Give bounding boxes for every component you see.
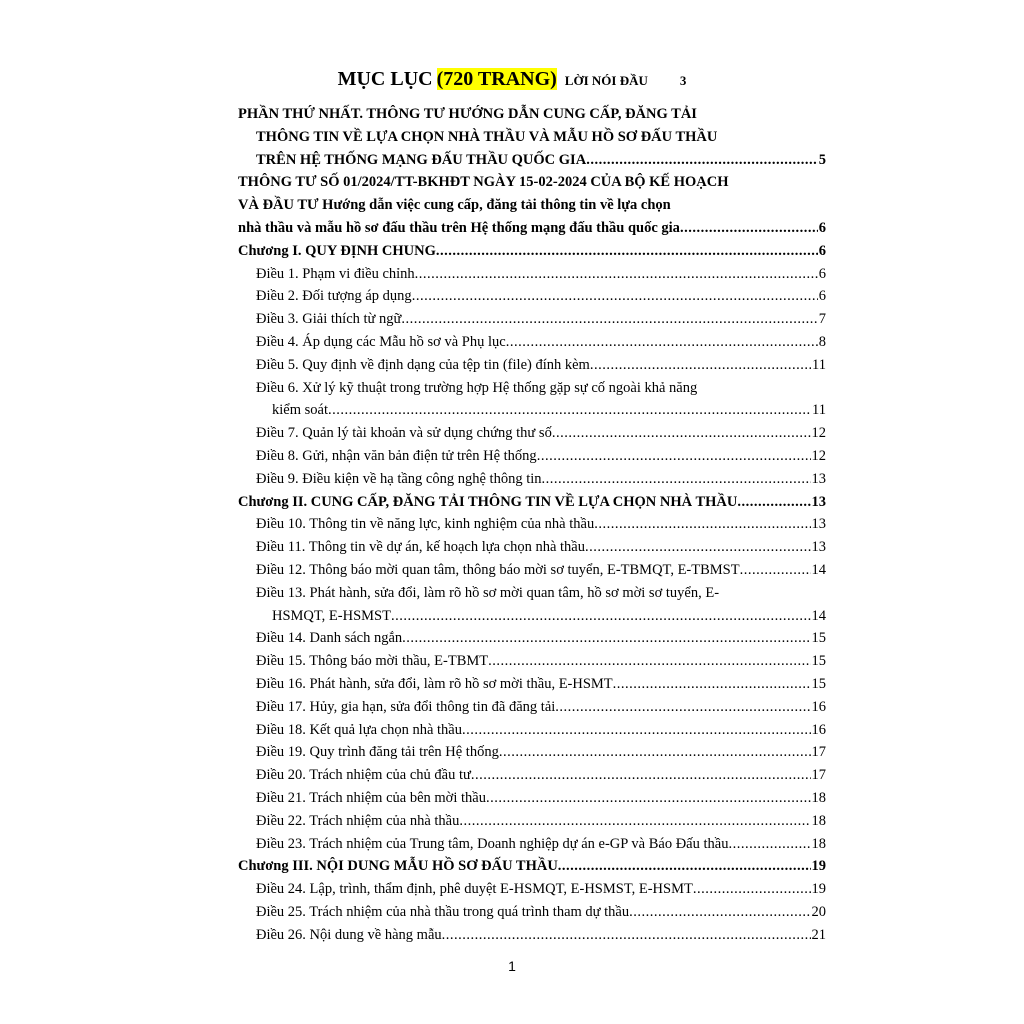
toc-leader-dots	[728, 834, 810, 854]
toc-entry-line	[256, 811, 826, 831]
toc-entry-text: Điều 26. Nội dung về hàng mẫu	[256, 926, 442, 943]
toc-leader-dots	[693, 879, 811, 899]
preface-page: 3	[679, 73, 687, 88]
toc-entry-line	[256, 309, 826, 329]
preface-label: LỜI NÓI ĐẦU	[564, 73, 648, 88]
toc-entry-line	[238, 241, 826, 261]
toc-entry-line	[238, 856, 826, 876]
toc-entry-page: 13	[811, 470, 826, 487]
toc-entry-text: Điều 25. Trách nhiệm của nhà thầu trong quá trình tham dự thầu	[256, 904, 630, 920]
toc-leader-dots	[590, 355, 811, 375]
toc-entry-page: 15	[811, 630, 826, 647]
toc-entry-page: 14	[811, 607, 826, 624]
toc-entry-line	[256, 925, 826, 945]
toc-entry-text: Điều 16. Phát hành, sửa đổi, làm rõ hồ sơ mời thầu, E-HSMT	[256, 676, 613, 692]
toc-leader-dots	[629, 902, 810, 922]
toc-leader-dots	[462, 720, 811, 740]
toc-entry-text: THÔNG TƯ SỐ 01/2024/TT-BKHĐT NGÀY 15-02-2024 CỦA BỘ KẾ HOẠCH	[238, 174, 729, 191]
toc-entry-line	[256, 150, 826, 170]
toc-entry-page: 15	[811, 653, 826, 670]
toc-leader-dots	[542, 469, 811, 489]
toc-leader-dots	[471, 765, 811, 785]
toc-entry-line	[256, 697, 826, 717]
toc-entry-line	[272, 400, 826, 420]
toc-title	[0, 68, 1024, 91]
toc-entry-line-wrap	[256, 127, 788, 147]
toc-leader-dots	[442, 925, 811, 945]
toc-entry-text: kiểm soát	[272, 402, 328, 419]
toc-entry-line	[256, 834, 826, 854]
toc-entry-line	[256, 742, 826, 762]
toc-entry-page: 13	[811, 539, 826, 556]
toc-leader-dots	[459, 811, 810, 831]
toc-entry-line	[256, 469, 826, 489]
toc-entry-text: Điều 19. Quy trình đăng tải trên Hệ thống	[256, 744, 499, 761]
toc-entry-text: Điều 9. Điều kiện về hạ tầng công nghệ thông tin	[256, 470, 542, 487]
toc-entry-line	[238, 218, 826, 238]
toc-title-highlight: (720 TRANG)	[436, 68, 557, 90]
toc-entry-page: 17	[811, 767, 826, 784]
toc-entry-line	[256, 902, 826, 922]
toc-entry-line	[272, 606, 826, 626]
toc-entry-page: 16	[811, 698, 826, 715]
toc-leader-dots	[680, 218, 818, 238]
toc-leader-dots	[558, 856, 811, 876]
toc-entry-text: Điều 2. Đối tượng áp dụng	[256, 288, 412, 305]
toc-entry-page: 13	[811, 516, 826, 533]
toc-entry-line	[256, 765, 826, 785]
toc-entry-text: HSMQT, E-HSMST	[272, 607, 391, 624]
toc-entry-page: 14	[811, 562, 826, 578]
toc-entry-line	[256, 788, 826, 808]
toc-entry-text: Điều 5. Quy định về định dạng của tệp tin (file) đính kèm	[256, 356, 590, 373]
toc-entry-page: 5	[818, 151, 826, 168]
toc-leader-dots	[552, 423, 811, 443]
toc-entry-text: Chương III. NỘI DUNG MẪU HỒ SƠ ĐẤU THẦU	[238, 858, 558, 875]
toc-leader-dots	[586, 150, 818, 170]
toc-entry-text: Điều 13. Phát hành, sửa đổi, làm rõ hồ sơ mời quan tâm, hồ sơ mời sơ tuyển, E-	[256, 584, 720, 601]
toc-entry-text: Điều 24. Lập, trình, thẩm định, phê duyệt E-HSMQT, E-HSMST, E-HSMT	[256, 881, 693, 898]
toc-entry-text: Điều 12. Thông báo mời quan tâm, thông báo mời sơ tuyển, E-TBMQT, E-TBMST	[256, 562, 740, 578]
toc-entry-page: 6	[818, 242, 826, 259]
toc-entry-text: TRÊN HỆ THỐNG MẠNG ĐẤU THẦU QUỐC GIA	[256, 151, 587, 168]
toc-leader-dots	[613, 674, 811, 694]
toc-leader-dots	[401, 309, 817, 329]
toc-entry-text: Điều 3. Giải thích từ ngữ	[256, 311, 402, 328]
toc-title-main: MỤC LỤC	[337, 68, 433, 90]
toc-entry-page: 6	[818, 288, 826, 305]
toc-leader-dots	[555, 697, 810, 717]
toc-entry-page: 12	[811, 448, 826, 464]
toc-leader-dots	[412, 286, 818, 306]
toc-entry-text: Điều 20. Trách nhiệm của chủ đầu tư	[256, 767, 471, 784]
toc-entry-page: 6	[818, 220, 826, 236]
toc-entry-page: 11	[812, 402, 826, 419]
toc-entry-page: 21	[811, 926, 826, 943]
toc-leader-dots	[391, 606, 811, 626]
toc-entry-page: 6	[818, 265, 826, 282]
toc-entry-page: 18	[811, 835, 826, 852]
toc-entry-text: nhà thầu và mẫu hồ sơ đấu thầu trên Hệ thống mạng đấu thầu quốc gia	[238, 220, 680, 236]
toc-leader-dots	[506, 332, 818, 352]
toc-entry-page: 19	[811, 881, 826, 898]
toc-entry-page: 7	[818, 311, 826, 328]
toc-entry-page: 19	[811, 858, 826, 875]
toc-entry-page: 13	[811, 493, 826, 510]
toc-entry-page: 18	[811, 790, 826, 806]
toc-entry-text: Điều 10. Thông tin về năng lực, kinh nghiệm của nhà thầu	[256, 516, 595, 533]
toc-leader-dots	[499, 742, 811, 762]
toc-leader-dots	[488, 651, 810, 671]
toc-entry-line-wrap	[238, 104, 788, 124]
toc-entry-line	[256, 355, 826, 375]
toc-leader-dots	[486, 788, 811, 808]
toc-entry-text: PHẦN THỨ NHẤT. THÔNG TƯ HƯỚNG DẪN CUNG CẤP, ĐĂNG TẢI	[238, 106, 697, 122]
toc-entry-line-wrap	[238, 195, 788, 215]
toc-entry-line	[256, 537, 826, 557]
page-number: 1	[508, 958, 516, 974]
toc-entry-text: Điều 18. Kết quả lựa chọn nhà thầu	[256, 721, 462, 738]
toc-entry-line	[238, 492, 826, 512]
toc-leader-dots	[537, 446, 811, 466]
toc-entry-line-wrap	[256, 583, 826, 603]
toc-leader-dots	[436, 241, 818, 261]
toc-entry-line-wrap	[238, 172, 788, 192]
toc-entry-text: Điều 4. Áp dụng các Mẫu hồ sơ và Phụ lục	[256, 334, 506, 350]
toc-entry-line	[256, 628, 826, 648]
toc-entry-page: 16	[811, 721, 826, 738]
toc-leader-dots	[585, 537, 811, 557]
toc-entry-page: 20	[811, 904, 826, 920]
toc-leader-dots	[737, 492, 810, 512]
toc-entry-line	[256, 879, 826, 899]
toc-entry-page: 11	[812, 356, 826, 373]
toc-entry-line	[256, 423, 826, 443]
toc-entry-text: Điều 8. Gửi, nhận văn bản điện tử trên Hệ thống	[256, 448, 537, 464]
toc-entry-line	[256, 332, 826, 352]
toc-entry-text: Điều 23. Trách nhiệm của Trung tâm, Doanh nghiệp dự án e-GP và Báo Đấu thầu	[256, 835, 729, 852]
toc-entry-text: Điều 14. Danh sách ngắn	[256, 630, 403, 647]
toc-entry-line	[256, 446, 826, 466]
toc-entry-line	[256, 560, 826, 580]
toc-entry-line	[256, 264, 826, 284]
toc-entry-page: 18	[811, 812, 826, 829]
toc-entry-text: Điều 6. Xử lý kỹ thuật trong trường hợp Hệ thống gặp sự cố ngoài khả năng	[256, 379, 698, 396]
toc-entry-line	[256, 514, 826, 534]
toc-entry-line-wrap	[256, 378, 826, 398]
toc-entry-text: Điều 1. Phạm vi điều chỉnh	[256, 265, 415, 282]
toc-entry-line	[256, 674, 826, 694]
toc-entry-text: Điều 15. Thông báo mời thầu, E-TBMT	[256, 653, 489, 670]
toc-entry-page: 17	[811, 744, 826, 761]
toc-entry-page: 12	[811, 425, 826, 442]
toc-entry-line	[256, 651, 826, 671]
toc-leader-dots	[402, 628, 810, 648]
toc-entry-text: Điều 22. Trách nhiệm của nhà thầu	[256, 812, 460, 829]
toc-entry-line	[256, 286, 826, 306]
toc-entry-text: VÀ ĐẦU TƯ Hướng dẫn việc cung cấp, đăng tải thông tin về lựa chọn	[238, 197, 671, 214]
toc-leader-dots	[740, 560, 811, 580]
toc-entry-line	[256, 720, 826, 740]
toc-entry-text: Điều 21. Trách nhiệm của bên mời thầu	[256, 790, 486, 806]
toc-entry-text: Chương II. CUNG CẤP, ĐĂNG TẢI THÔNG TIN VỀ LỰA CHỌN NHÀ THẦU	[238, 493, 738, 510]
toc-entry-text: THÔNG TIN VỀ LỰA CHỌN NHÀ THẦU VÀ MẪU HỒ SƠ ĐẤU THẦU	[256, 128, 718, 145]
toc-entry-text: Điều 11. Thông tin về dự án, kế hoạch lựa chọn nhà thầu	[256, 539, 585, 556]
toc-entry-text: Điều 17. Hủy, gia hạn, sửa đổi thông tin đã đăng tải	[256, 698, 556, 715]
toc-entry-page: 8	[818, 334, 826, 350]
toc-leader-dots	[415, 264, 818, 284]
toc-entry-page: 15	[811, 676, 826, 692]
toc-entry-text: Điều 7. Quản lý tài khoản và sử dụng chứng thư số	[256, 425, 552, 442]
toc-entry-text: Chương I. QUY ĐỊNH CHUNG	[238, 242, 436, 259]
toc-leader-dots	[594, 514, 810, 534]
toc-leader-dots	[328, 400, 811, 420]
